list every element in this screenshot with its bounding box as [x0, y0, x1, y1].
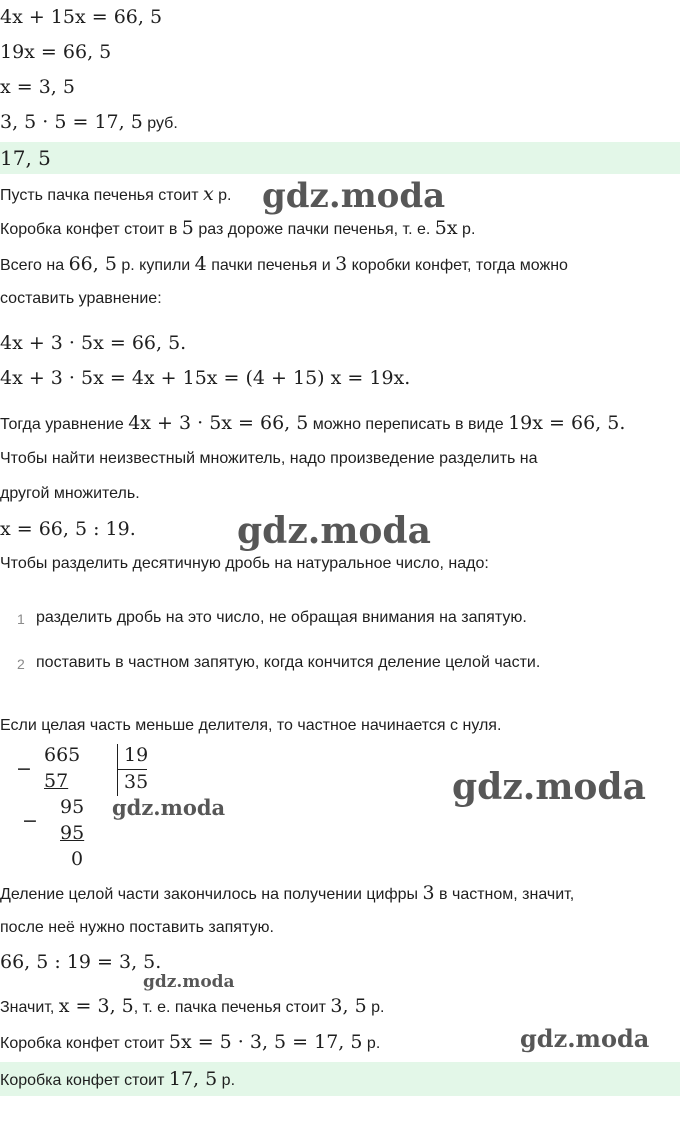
math-span: 3, 5 — [330, 995, 367, 1017]
equation-8: 66, 5 : 19 = 3, 5. — [0, 951, 162, 973]
equation-6: 4x + 3 · 5x = 4x + 15x = (4 + 15) x = 19x. — [0, 367, 411, 389]
paragraph-6: Чтобы найти неизвестный множитель, надо произведение разделить на — [0, 450, 538, 467]
equation-5: 4x + 3 · 5x = 66, 5. — [0, 332, 187, 354]
equation-1: 4x + 15x = 66, 5 — [0, 6, 163, 28]
text-span: р. — [213, 187, 232, 204]
watermark: gdz.moda — [143, 972, 235, 992]
math-span: 17, 5 — [168, 1068, 218, 1090]
watermark: gdz.moda — [112, 795, 226, 820]
paragraph-12 — [0, 995, 384, 1017]
minus-sign: − — [22, 810, 38, 832]
text-span: р. — [217, 1072, 236, 1089]
list-text: разделить дробь на это число, не обращая внимания на запятую. — [36, 609, 527, 626]
math-span: 3 — [335, 253, 348, 275]
equation-4-unit: руб. — [147, 115, 178, 132]
equation-2: 19x = 66, 5 — [0, 41, 112, 63]
equation-4-math: 3, 5 · 5 = 17, 5 — [0, 111, 143, 133]
math-span: 3 — [422, 882, 435, 904]
equation-7: x = 66, 5 : 19. — [0, 518, 136, 540]
text-span: р. — [366, 999, 385, 1016]
equation-3: x = 3, 5 — [0, 76, 75, 98]
text-span: р. — [457, 221, 476, 238]
math-span: 4x + 3 · 5x = 66, 5 — [128, 412, 309, 434]
math-span: x — [202, 183, 214, 205]
text-span: Деление целой части закончилось на получении цифры — [0, 886, 423, 903]
list-number: 1 — [17, 611, 25, 627]
remainder-1: 95 — [60, 796, 85, 818]
text-span: коробки конфет, тогда можно — [347, 257, 568, 274]
list-number: 2 — [17, 656, 25, 672]
dividend: 665 — [44, 744, 81, 766]
answer-1: 17, 5 — [0, 146, 51, 170]
remainder-2: 0 — [71, 848, 84, 870]
division-bracket-horizontal — [117, 769, 147, 770]
list-text: поставить в частном запятую, когда кончится деление целой части. — [36, 654, 541, 671]
paragraph-3 — [0, 253, 568, 275]
watermark: gdz.moda — [452, 766, 646, 808]
math-span: 4 — [194, 253, 207, 275]
answer-band-1 — [0, 142, 680, 174]
answer-2 — [0, 1068, 235, 1090]
paragraph-5 — [0, 412, 625, 434]
paragraph-1 — [0, 183, 232, 205]
text-span: Коробка конфет стоит — [0, 1072, 169, 1089]
text-span: Коробка конфет стоит в — [0, 221, 182, 238]
text-span: в частном, значит, — [434, 886, 575, 903]
watermark: gdz.moda — [262, 176, 446, 216]
math-span: x = 3, 5 — [58, 995, 134, 1017]
paragraph-4: составить уравнение: — [0, 290, 162, 307]
math-span: 66, 5 — [68, 253, 117, 275]
division-bracket-vertical — [117, 744, 118, 796]
equation-4 — [0, 111, 178, 133]
watermark: gdz.moda — [520, 1024, 650, 1053]
text-span: раз дороже пачки печенья, т. е. — [193, 221, 435, 238]
subtrahend-1: 57 — [44, 770, 69, 792]
paragraph-9: Если целая часть меньше делителя, то частное начинается с нуля. — [0, 717, 502, 734]
paragraph-8: Чтобы разделить десятичную дробь на натуральное число, надо: — [0, 555, 489, 572]
text-span: можно переписать в виде — [308, 416, 509, 433]
math-span: 19x = 66, 5. — [508, 412, 626, 434]
watermark: gdz.moda — [237, 510, 431, 552]
math-span: 5x — [434, 217, 458, 239]
text-span: Коробка конфет стоит — [0, 1035, 169, 1052]
paragraph-7: другой множитель. — [0, 485, 140, 502]
text-span: р. — [362, 1035, 381, 1052]
text-span: Значит, — [0, 999, 59, 1016]
text-span: Пусть пачка печенья стоит — [0, 187, 203, 204]
quotient: 35 — [124, 771, 149, 793]
text-span: пачки печенья и — [206, 257, 336, 274]
minus-sign: − — [16, 758, 32, 780]
math-span: 5 — [181, 217, 194, 239]
paragraph-13 — [0, 1031, 380, 1053]
math-span: 5x = 5 · 3, 5 = 17, 5 — [168, 1031, 363, 1053]
paragraph-11: после неё нужно поставить запятую. — [0, 919, 274, 936]
paragraph-2 — [0, 217, 475, 239]
text-span: Тогда уравнение — [0, 416, 129, 433]
text-span: р. купили — [116, 257, 195, 274]
text-span: , т. е. пачка печенья стоит — [133, 999, 331, 1016]
text-span: Всего на — [0, 257, 69, 274]
divisor: 19 — [124, 744, 149, 766]
subtrahend-2: 95 — [60, 822, 85, 844]
paragraph-10 — [0, 882, 574, 904]
